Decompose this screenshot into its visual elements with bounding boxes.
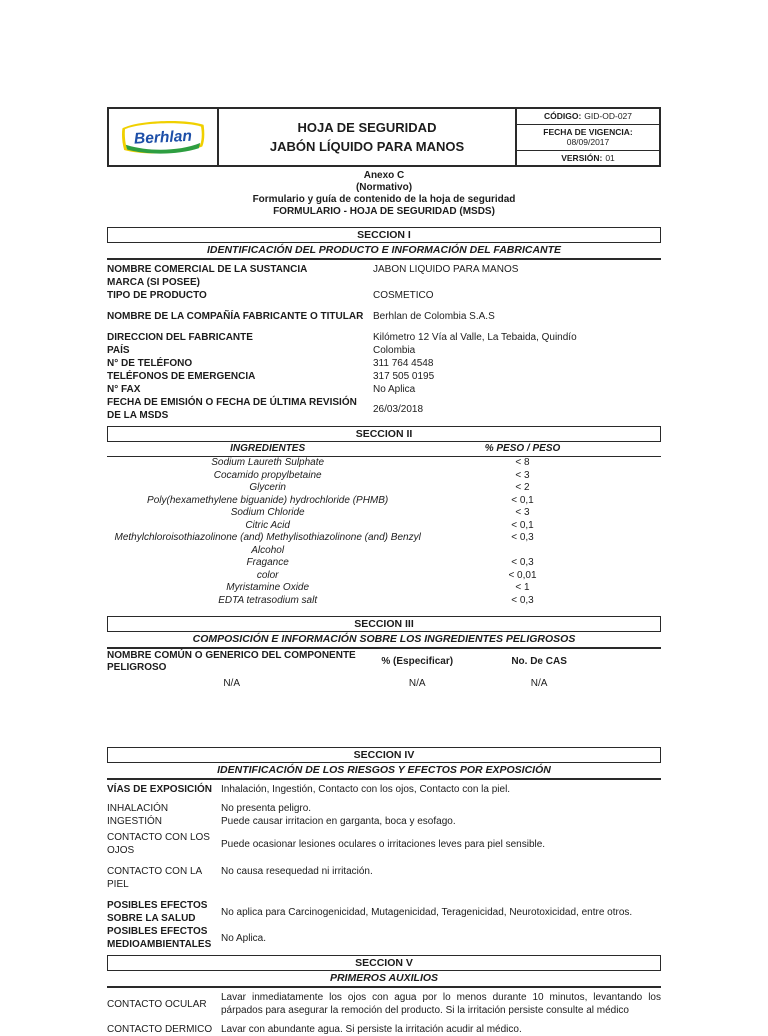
codigo-row [517, 109, 659, 125]
ingredient-pct: < 3 [515, 469, 530, 481]
annex-line-4: FORMULARIO - HOJA DE SEGURIDAD (MSDS) [273, 206, 495, 217]
field-value: No presenta peligro. [221, 803, 312, 814]
field-value [373, 276, 661, 289]
field-label: POSIBLES EFECTOS SOBRE LA SALUD [107, 900, 208, 924]
field-value: No aplica para Carcinogenicidad, Mutagenicidad, Teragenicidad, Neurotoxicidad, entre otros. [221, 906, 633, 918]
berhlan-logo-icon [119, 118, 207, 156]
ingredient-pct: < 3 [515, 507, 530, 518]
field-label: PAÍS [107, 345, 130, 356]
field-value: No causa resequedad ni irritación. [221, 866, 373, 877]
section-1-subtitle: IDENTIFICACIÓN DEL PRODUCTO E INFORMACIÓN DEL FABRICANTE [107, 243, 661, 260]
row-inhalacion [107, 802, 661, 815]
hazard-cas-value: N/A [530, 678, 548, 689]
field-label: CONTACTO CON LA PIEL [107, 866, 202, 890]
fecha-vigencia-label: FECHA DE VIGENCIA: [543, 126, 633, 137]
ingredient-pct: < 0,01 [508, 569, 537, 581]
row-tipo-producto [107, 289, 661, 302]
row-nombre-comercial [107, 263, 661, 276]
ingredient-name: Methylchloroisothiazolinone (and) Methylisothiazolinone (and) Benzyl Alcohol [114, 532, 421, 556]
fecha-vigencia-value: 08/09/2017 [566, 137, 610, 147]
ingredient-name: Myristamine Oxide [226, 582, 310, 593]
field-value: No Aplica. [221, 932, 267, 944]
ingredient-row [107, 470, 661, 483]
ingredient-name: Fragance [246, 557, 289, 568]
section-3-title: SECCION III [107, 616, 661, 632]
ingredient-pct: < 0,1 [511, 494, 534, 506]
field-label: N° FAX [107, 384, 141, 395]
ingredient-row [107, 595, 661, 608]
row-ingestion [107, 815, 661, 828]
section-5-subtitle: PRIMEROS AUXILIOS [107, 971, 661, 988]
field-value: 26/03/2018 [373, 403, 424, 415]
annex-line-3: Formulario y guía de contenido de la hoja de seguridad [252, 194, 516, 205]
field-label: CONTACTO DERMICO [107, 1024, 213, 1035]
row-telefono-emergencia [107, 370, 661, 383]
field-label: FECHA DE EMISIÓN O FECHA DE ÚLTIMA REVISIÓN DE LA MSDS [107, 397, 357, 421]
row-marca [107, 276, 661, 289]
field-value: Puede ocasionar lesiones oculares o irritaciones leves para piel sensible. [221, 838, 546, 850]
ingredient-pct: < 0,3 [511, 557, 534, 568]
document-header [107, 107, 661, 167]
code-box [517, 109, 659, 165]
field-label: INGESTIÓN [107, 816, 163, 827]
field-label: TIPO DE PRODUCTO [107, 290, 207, 301]
row-vias-exposicion [107, 783, 661, 796]
row-contacto-ocular [107, 991, 661, 1017]
row-efectos-medioambientales [107, 925, 661, 951]
ingredient-pct: < 1 [515, 582, 530, 593]
codigo-label: CÓDIGO: [543, 111, 582, 121]
annex-heading [107, 170, 661, 218]
field-label: NOMBRE COMERCIAL DE LA SUSTANCIA [107, 264, 308, 275]
ingredient-row [107, 582, 661, 595]
version-value: 01 [605, 152, 615, 163]
field-value: No Aplica [373, 384, 416, 395]
section-1-title: SECCION I [107, 227, 661, 243]
field-label: CONTACTO CON LOS OJOS [107, 832, 210, 856]
field-label: INHALACIÓN [107, 803, 169, 814]
section-4-subtitle: IDENTIFICACIÓN DE LOS RIESGOS Y EFECTOS POR EXPOSICIÓN [107, 763, 661, 780]
field-value: Lavar inmediatamente los ojos con agua por lo menos durante 10 minutos, levantando los párpados para asegurar la remoción del producto. Si la irritación persiste consulte al médico [221, 992, 661, 1016]
ingredients-header [107, 442, 661, 457]
annex-line-1: Anexo C [363, 170, 405, 181]
field-value: Lavar con abundante agua. Si persiste la irritación acudir al médico. [221, 1024, 522, 1035]
row-fecha-emision [107, 396, 661, 422]
hazard-table-header [107, 650, 661, 674]
ingredient-name: Citric Acid [245, 519, 290, 531]
row-fax [107, 383, 661, 396]
field-value: JABON LIQUIDO PARA MANOS [373, 264, 519, 275]
field-label: CONTACTO OCULAR [107, 998, 207, 1010]
section-5-title: SECCION V [107, 955, 661, 971]
row-direccion [107, 331, 661, 344]
field-label: POSIBLES EFECTOS MEDIOAMBIENTALES [107, 926, 212, 950]
ingredient-pct: < 8 [515, 457, 530, 468]
hazard-col1-header: NOMBRE COMÚN O GENERICO DEL COMPONENTE PELIGROSO [107, 650, 356, 673]
field-label: VÍAS DE EXPOSICIÓN [107, 784, 213, 795]
row-pais [107, 344, 661, 357]
row-efectos-salud [107, 899, 661, 925]
ingredient-row [107, 520, 661, 533]
row-contacto-dermico [107, 1023, 661, 1036]
hazard-table-row [107, 678, 661, 690]
logo-cell [109, 109, 219, 165]
ingredient-name: Poly(hexamethylene biguanide) hydrochloride (PHMB) [147, 494, 389, 506]
ingredient-row [107, 482, 661, 495]
blank-space [107, 690, 661, 738]
col-ingredientes: INGREDIENTES [230, 443, 306, 454]
section-2-title: SECCION II [107, 426, 661, 442]
field-value: Kilómetro 12 Vía al Valle, La Tebaida, Quindío [373, 332, 577, 343]
ingredient-row [107, 570, 661, 583]
ingredient-name: Sodium Chloride [230, 507, 305, 518]
field-value: Puede causar irritacion en garganta, boca y esofago. [221, 816, 456, 827]
ingredient-row [107, 532, 661, 557]
section-3-subtitle: COMPOSICIÓN E INFORMACIÓN SOBRE LOS INGREDIENTES PELIGROSOS [107, 632, 661, 649]
ingredient-pct: < 0,3 [511, 532, 534, 543]
ingredient-name: Cocamido propylbetaine [213, 469, 322, 481]
row-compania [107, 310, 661, 323]
title-line-1: HOJA DE SEGURIDAD [297, 120, 437, 135]
section-4-title: SECCION IV [107, 747, 661, 763]
ingredient-row [107, 495, 661, 508]
ingredient-name: color [256, 569, 279, 581]
field-value: Inhalación, Ingestión, Contacto con los ojos, Contacto con la piel. [221, 784, 511, 795]
ingredient-pct: < 0,3 [511, 594, 534, 606]
hazard-col3-header: No. De CAS [511, 656, 567, 667]
hazard-col2-header: % (Especificar) [381, 656, 454, 667]
hazard-pct-value: N/A [408, 678, 426, 689]
field-value: 311 764 4548 [373, 358, 434, 369]
codigo-value: GID-OD-027 [584, 111, 633, 121]
field-label: N° DE TELÉFONO [107, 358, 193, 369]
field-label: MARCA (SI POSEE) [107, 277, 200, 288]
field-value: 317 505 0195 [373, 371, 435, 382]
field-label: TELÉFONOS DE EMERGENCIA [107, 371, 256, 382]
ingredient-row [107, 507, 661, 520]
field-value: Berhlan de Colombia S.A.S [373, 311, 495, 322]
ingredient-name: EDTA tetrasodium salt [218, 594, 318, 606]
ingredient-pct: < 0,1 [511, 519, 534, 531]
berhlan-logo [119, 118, 207, 156]
version-label: VERSIÓN: [561, 152, 603, 163]
field-value: Colombia [373, 345, 416, 356]
hazard-name-value: N/A [223, 678, 240, 689]
annex-line-2: (Normativo) [355, 182, 413, 193]
ingredient-name: Sodium Laureth Sulphate [211, 457, 325, 468]
version-row [517, 151, 659, 166]
svg-text:Berhlan: Berhlan [133, 127, 193, 148]
field-label: DIRECCION DEL FABRICANTE [107, 332, 253, 343]
row-telefono [107, 357, 661, 370]
field-label: NOMBRE DE LA COMPAÑÍA FABRICANTE O TITULAR [107, 311, 364, 322]
title-line-2: JABÓN LÍQUIDO PARA MANOS [269, 139, 465, 154]
ingredient-name: Glycerin [249, 482, 286, 493]
row-contacto-ojos [107, 831, 661, 857]
fecha-vigencia-row [517, 125, 659, 151]
msds-document-page [107, 107, 661, 1036]
col-peso: % PESO / PESO [484, 443, 561, 454]
document-title [219, 109, 517, 165]
ingredient-pct: < 2 [515, 482, 530, 493]
row-contacto-piel [107, 865, 661, 891]
ingredient-row [107, 557, 661, 570]
ingredient-row [107, 457, 661, 470]
field-value: COSMETICO [373, 290, 434, 301]
